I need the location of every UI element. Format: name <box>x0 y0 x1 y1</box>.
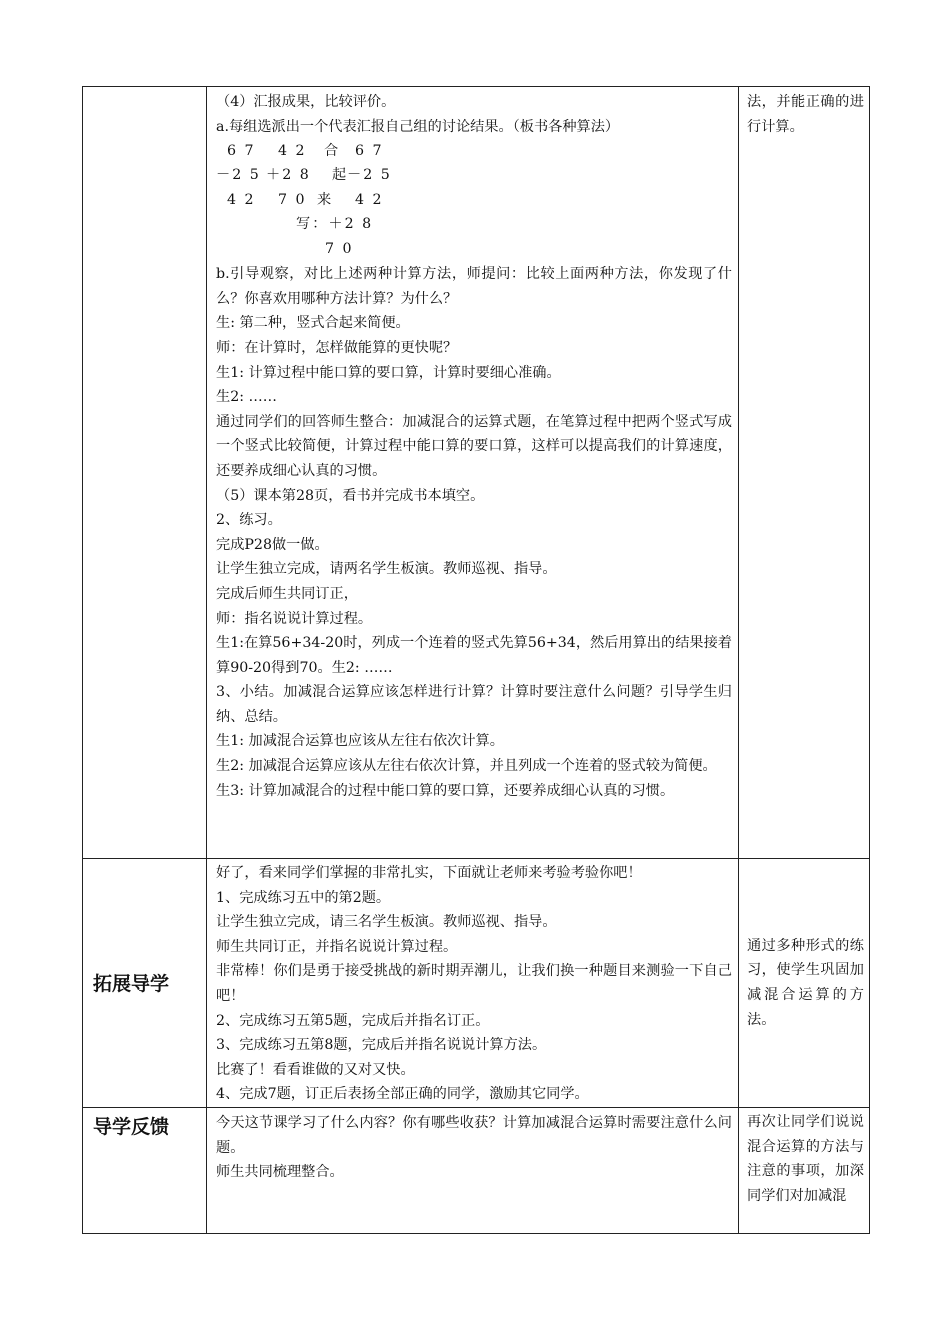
text-line: 3、完成练习五第8题，完成后并指名说说计算方法。 <box>216 1037 547 1054</box>
process-label-cell <box>83 87 207 859</box>
calc-cell: －2 5 <box>347 167 392 184</box>
extension-label: 拓展导学 <box>93 973 170 996</box>
lesson-plan-table <box>82 86 870 1234</box>
text-line: （4）汇报成果，比较评价。 <box>216 94 396 110</box>
text-line: 生1: 加减混合运算也应该从左往右依次计算。 <box>216 733 504 750</box>
text-line: 3、小结。加减混合运算应该怎样进行计算？计算时要注意什么问题？引导学生归纳、总结。 <box>216 684 732 725</box>
calc-cell: 6 7 <box>227 143 256 160</box>
text-line: 生1:在算56+34-20时，列成一个连着的竖式先算56+34，然后用算出的结果接着算90-20得到70。生2: …… <box>216 635 732 676</box>
text-line: 师：在计算时，怎样做能算的更快呢？ <box>216 339 458 356</box>
text-line: b.引导观察，对比上述两种计算方法，师提问：比较上面两种方法，你发现了什么？你喜欢用哪种方法计算？为什么？ <box>216 266 732 307</box>
text-line: 好了，看来同学们掌握的非常扎实，下面就让老师来考验考验你吧！ <box>216 865 642 881</box>
vertical-calculation <box>216 139 732 262</box>
extension-content-cell <box>207 859 739 1108</box>
feedback-label: 导学反馈 <box>93 1115 170 1138</box>
feedback-note: 再次让同学们说说混合运算的方法与注意的事项，加深同学们对加减混 <box>747 1113 864 1204</box>
process-row <box>83 87 870 859</box>
extension-row <box>83 859 870 1108</box>
text-line: 4、完成7题，订正后表扬全部正确的同学，激励其它同学。 <box>216 1086 589 1103</box>
calc-cell: 来 <box>317 192 334 209</box>
text-line: 1、完成练习五中的第2题。 <box>216 889 391 906</box>
calc-cell: 合 <box>324 143 341 160</box>
text-line: 非常棒！你们是勇于接受挑战的新时期弄潮儿，让我们换一种题目来测验一下自己吧！ <box>216 963 732 1004</box>
text-line: 让学生独立完成，请两名学生板演。教师巡视、指导。 <box>216 561 557 578</box>
calc-cell: 7 0 <box>278 192 307 209</box>
text-line: 师生共同订正，并指名说说计算过程。 <box>216 938 458 955</box>
text-line: 比赛了！看看谁做的又对又快。 <box>216 1061 415 1078</box>
calc-cell: －2 5 <box>216 167 261 184</box>
text-line: 完成P28做一做。 <box>216 536 329 553</box>
feedback-note-cell <box>739 1107 870 1233</box>
process-content-cell <box>207 87 739 859</box>
text-line: 师：指名说说计算过程。 <box>216 610 373 627</box>
calc-cell: 4 2 <box>278 143 307 160</box>
feedback-label-cell <box>83 1107 207 1233</box>
calc-cell: 写：＋2 8 <box>296 216 374 233</box>
text-line: 完成后师生共同订正， <box>216 585 358 602</box>
feedback-content-cell <box>207 1107 739 1233</box>
text-line: 师生共同梳理整合。 <box>216 1164 344 1181</box>
text-line: 通过同学们的回答师生整合：加减混合的运算式题，在笔算过程中把两个竖式写成一个竖式比较简便，计算过程中能口算的要口算，这样可以提高我们的计算速度，还要养成细心认真的习惯。 <box>216 413 732 479</box>
text-line: 让学生独立完成，请三名学生板演。教师巡视、指导。 <box>216 914 557 931</box>
calc-cell: 4 2 <box>355 192 384 209</box>
text-line: 2、完成练习五第5题，完成后并指名订正。 <box>216 1012 490 1029</box>
text-line: 生3: 计算加减混合的过程中能口算的要口算，还要养成细心认真的习惯。 <box>216 782 675 799</box>
text-line: 生: 第二种，竖式合起来简便。 <box>216 315 410 332</box>
extension-label-cell <box>83 859 207 1108</box>
text-line: 生1: 计算过程中能口算的要口算，计算时要细心准确。 <box>216 364 561 381</box>
text-line: （5）课本第28页，看书并完成书本填空。 <box>216 487 485 504</box>
calc-cell: 6 7 <box>355 143 384 160</box>
calc-cell: ＋2 8 <box>266 167 311 184</box>
calc-cell: 起 <box>332 167 349 184</box>
text-line: 生2: 加减混合运算应该从左往右依次计算，并且列成一个连着的竖式较为简便。 <box>216 758 717 775</box>
feedback-row <box>83 1107 870 1233</box>
text-line: 今天这节课学习了什么内容？你有哪些收获？计算加减混合运算时需要注意什么问题。 <box>216 1114 732 1156</box>
process-note: 法，并能正确的进行计算。 <box>747 94 864 135</box>
process-note-cell <box>739 87 870 859</box>
extension-note-cell <box>739 859 870 1108</box>
text-line: 2、练习。 <box>216 512 282 529</box>
text-line: 生2: …… <box>216 389 277 406</box>
calc-cell: 7 0 <box>325 241 354 258</box>
text-line: a.每组选派出一个代表汇报自己组的讨论结果。（板书各种算法） <box>216 118 620 135</box>
calc-cell: 4 2 <box>227 192 256 209</box>
extension-note: 通过多种形式的练习，使学生巩固加减混合运算的方法。 <box>747 937 864 1028</box>
